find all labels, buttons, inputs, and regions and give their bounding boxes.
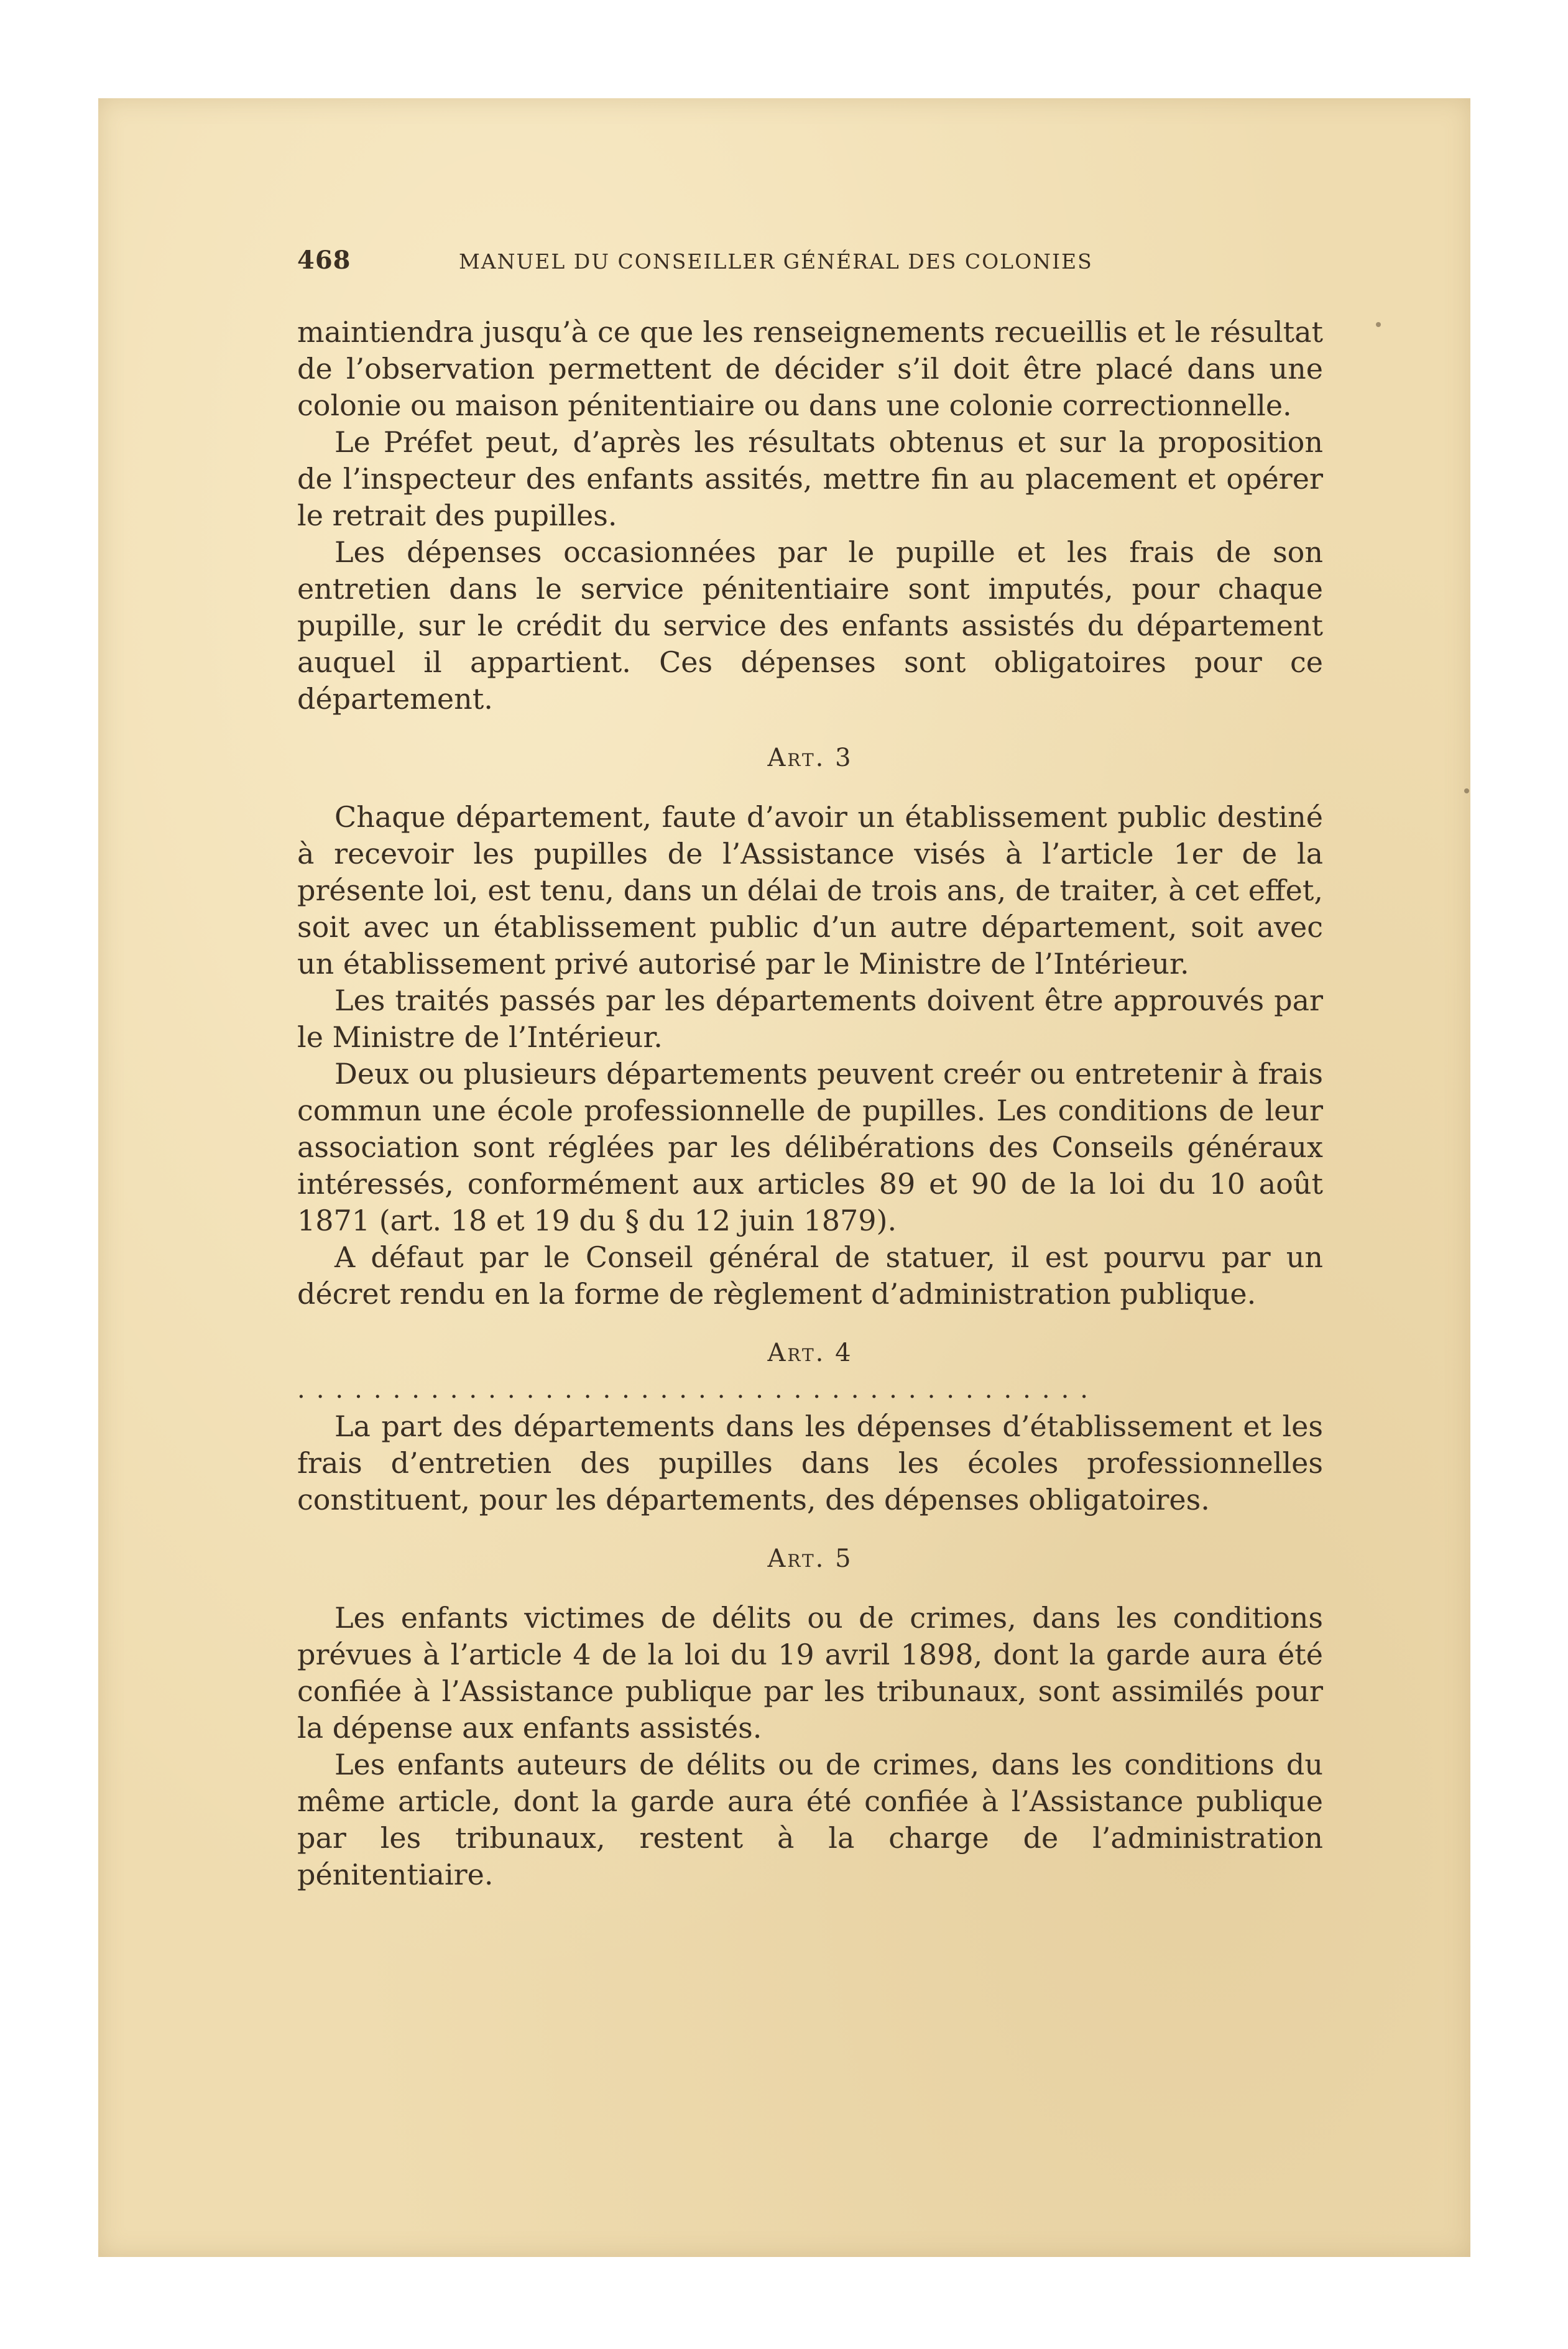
article-heading: Art. 5 — [767, 1544, 853, 1573]
paper-speck — [1464, 788, 1469, 793]
paragraph: La part des départements dans les dépenses d’établissement et les frais d’entretien des pupilles dans les écoles professionnelles constituent, pour les départements, des dépenses obligatoires. — [297, 1410, 1323, 1516]
paragraph: Le Préfet peut, d’après les résultats obtenus et sur la proposition de l’inspecteur des enfants assités, mettre fin au placement et opérer le retrait des pupilles. — [297, 425, 1323, 532]
page-number: 468 — [297, 246, 351, 275]
running-head: MANUEL DU CONSEILLER GÉNÉRAL DES COLONIES — [459, 249, 1093, 274]
article-heading: Art. 4 — [767, 1339, 853, 1367]
ellipsis-line: .......................................... — [297, 1375, 1100, 1404]
paragraph: Les traités passés par les départements doivent être approuvés par le Ministre de l’Intérieur. — [297, 984, 1323, 1054]
paragraph: Chaque département, faute d’avoir un établissement public destiné à recevoir les pupilles de l’Assistance visés à l’article 1er de la présente loi, est tenu, dans un délai de trois ans, de traiter, à cet effet, soit avec un établissement public d’un autre département, soit avec un établissement privé autorisé par le Ministre de l’Intérieur. — [297, 800, 1323, 981]
paragraph: maintiendra jusqu’à ce que les renseignements recueillis et le résultat de l’observation permettent de décider s’il doit être placé dans une colonie ou maison pénitentiaire ou dans une colonie correctionnelle. — [297, 315, 1323, 422]
paragraph: Les dépenses occasionnées par le pupille et les frais de son entretien dans le service pénitentiaire sont imputés, pour chaque pupille, sur le crédit du service des enfants assistés du département auquel il appartient. Ces dépenses sont obligatoires pour ce département. — [297, 535, 1323, 716]
paragraph: Deux ou plusieurs départements peuvent creér ou entretenir à frais commun une école professionnelle de pupilles. Les conditions de leur association sont réglées par les délibérations des Conseils généraux intéressés, conformément aux articles 89 et 90 de la loi du 10 août 1871 (art. 18 et 19 du § du 12 juin 1879). — [297, 1057, 1323, 1237]
paper-speck — [1376, 322, 1381, 327]
page-header — [297, 246, 1323, 275]
article-heading: Art. 3 — [767, 744, 853, 772]
paragraph: A défaut par le Conseil général de statuer, il est pourvu par un décret rendu en la forme de règlement d’administration publique. — [297, 1240, 1323, 1311]
body-text — [297, 314, 1323, 1893]
paragraph: Les enfants victimes de délits ou de crimes, dans les conditions prévues à l’article 4 de la loi du 19 avril 1898, dont la garde aura été confiée à l’Assistance publique par les tribunaux, sont assimilés pour la dépense aux enfants assistés. — [297, 1601, 1323, 1745]
paragraph: Les enfants auteurs de délits ou de crimes, dans les conditions du même article, dont la garde aura été confiée à l’Assistance publique par les tribunaux, restent à la charge de l’administration pénitentiaire. — [297, 1748, 1323, 1891]
